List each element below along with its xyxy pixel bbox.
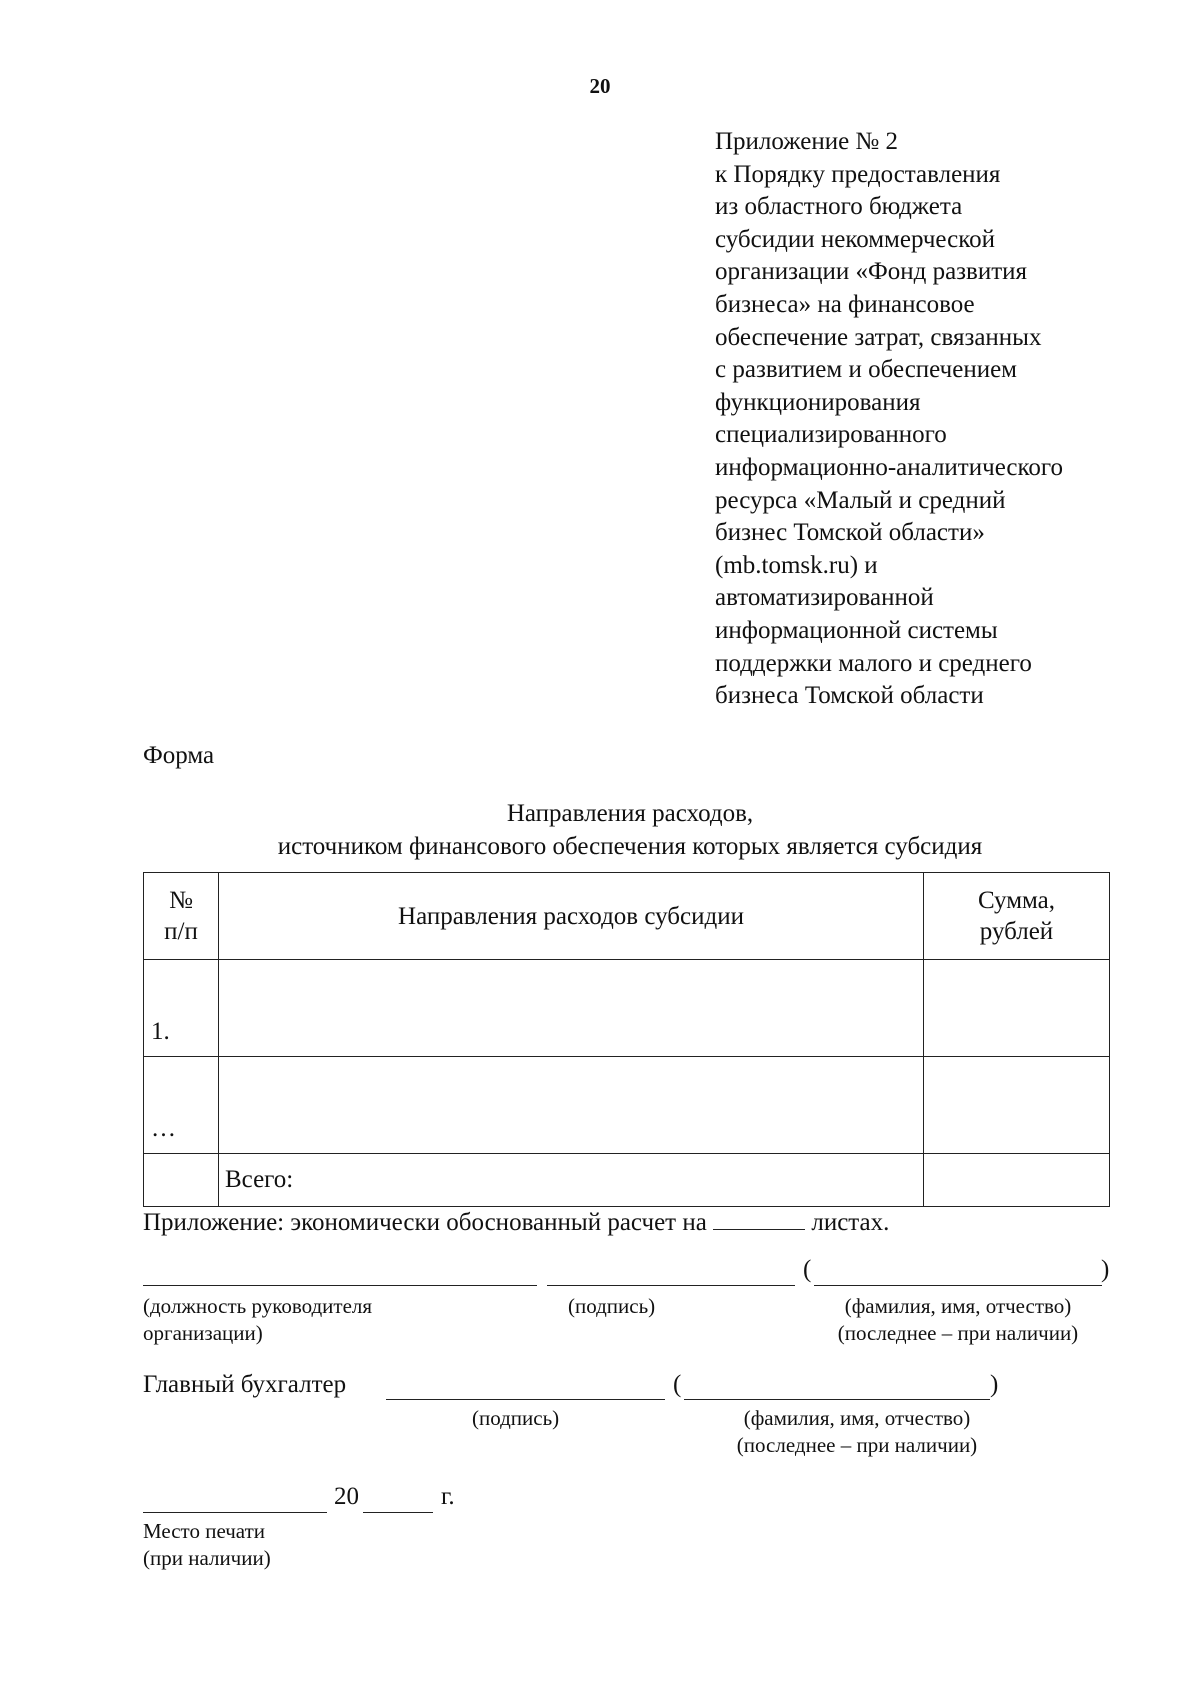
head-name-caption [812, 1293, 1104, 1347]
total-number-cell [144, 1154, 219, 1207]
page-number: 20 [589, 74, 611, 98]
head-position-line [143, 1285, 537, 1286]
accountant-signature-line [386, 1399, 665, 1400]
appendix-line: информационной системы [715, 616, 998, 644]
head-signature-caption: (подпись) [568, 1294, 656, 1318]
sheets-count-blank [713, 1207, 805, 1230]
caption-line: (должность руководителя [143, 1294, 373, 1318]
row-sum-cell [924, 960, 1110, 1057]
row-number: … [144, 1057, 219, 1154]
appendix-line: бизнеса Томской области [715, 682, 984, 710]
attachment-text: Приложение: экономически обоснованный расчет на [143, 1209, 707, 1236]
year-suffix: г. [441, 1483, 455, 1510]
row-number: 1. [144, 960, 219, 1057]
header-number [144, 873, 219, 960]
appendix-line: из областного бюджета [715, 193, 963, 221]
appendix-line: ресурса «Малый и средний [715, 486, 1006, 514]
appendix-line: специализированного [715, 421, 947, 449]
caption-line: Место печати [143, 1519, 266, 1543]
header-sum [924, 873, 1110, 960]
appendix-line: (mb.tomsk.ru) и [715, 551, 878, 579]
header-direction: Направления расходов субсидии [219, 873, 924, 960]
accountant-name-caption [712, 1405, 1002, 1459]
caption-line: (последнее – при наличии) [736, 1433, 978, 1457]
total-label: Всего: [219, 1154, 924, 1207]
accountant-name-line [684, 1399, 990, 1400]
attachment-line [143, 1207, 889, 1237]
caption-line: (последнее – при наличии) [837, 1321, 1079, 1345]
title-line-2: источником финансового обеспечения которых является субсидия [277, 833, 983, 860]
appendix-line: информационно-аналитического [715, 453, 1064, 481]
appendix-line: бизнеса» на финансовое [715, 290, 975, 318]
caption-line: (фамилия, имя, отчество) [844, 1294, 1072, 1318]
accountant-signature-caption: (подпись) [472, 1406, 560, 1430]
appendix-line: бизнес Томской области» [715, 519, 985, 547]
attachment-suffix: листах. [811, 1209, 890, 1236]
appendix-line: с развитием и обеспечением [715, 356, 1018, 384]
header-number-symbol: № [169, 887, 193, 914]
caption-line: организации) [143, 1321, 263, 1345]
total-sum-cell [924, 1154, 1110, 1207]
appendix-line: автоматизированной [715, 584, 934, 612]
appendix-line: к Порядку предоставления [715, 160, 1001, 188]
appendix-line: организации «Фонд развития [715, 258, 1028, 286]
year-prefix: 20 [334, 1483, 359, 1510]
appendix-line: обеспечение затрат, связанных [715, 323, 1042, 351]
row-direction-cell [219, 960, 924, 1057]
caption-line: (при наличии) [143, 1546, 271, 1570]
caption-line: (фамилия, имя, отчество) [743, 1406, 971, 1430]
appendix-line: функционирования [715, 388, 921, 416]
appendix-line: Приложение № 2 [715, 128, 899, 155]
table-header-row [144, 873, 1110, 960]
head-signature-line [547, 1285, 795, 1286]
header-number-abbr: п/п [164, 918, 198, 945]
date-day-month-line [143, 1512, 327, 1513]
appendix-line: субсидии некоммерческой [715, 225, 995, 253]
title-line-1: Направления расходов, [506, 800, 754, 827]
expenses-table [143, 872, 1110, 1207]
header-sum-line-2: рублей [979, 918, 1054, 945]
chief-accountant-label: Главный бухгалтер [143, 1371, 347, 1398]
name-open-paren: ( [803, 1256, 812, 1283]
appendix-line: поддержки малого и среднего [715, 649, 1032, 677]
row-sum-cell [924, 1057, 1110, 1154]
row-direction-cell [219, 1057, 924, 1154]
appendix-reference [715, 126, 1185, 713]
table-row [144, 1057, 1110, 1154]
document-title [0, 797, 1200, 863]
seal-caption [143, 1518, 271, 1572]
form-label: Форма [143, 742, 215, 769]
name-close-paren: ) [1101, 1256, 1110, 1283]
accountant-close-paren: ) [990, 1371, 999, 1398]
table-total-row [144, 1154, 1110, 1207]
accountant-open-paren: ( [673, 1371, 682, 1398]
head-position-caption [143, 1293, 372, 1347]
table-row [144, 960, 1110, 1057]
year-blank-line [363, 1512, 433, 1513]
head-name-line [814, 1285, 1102, 1286]
header-sum-line-1: Сумма, [977, 887, 1056, 914]
